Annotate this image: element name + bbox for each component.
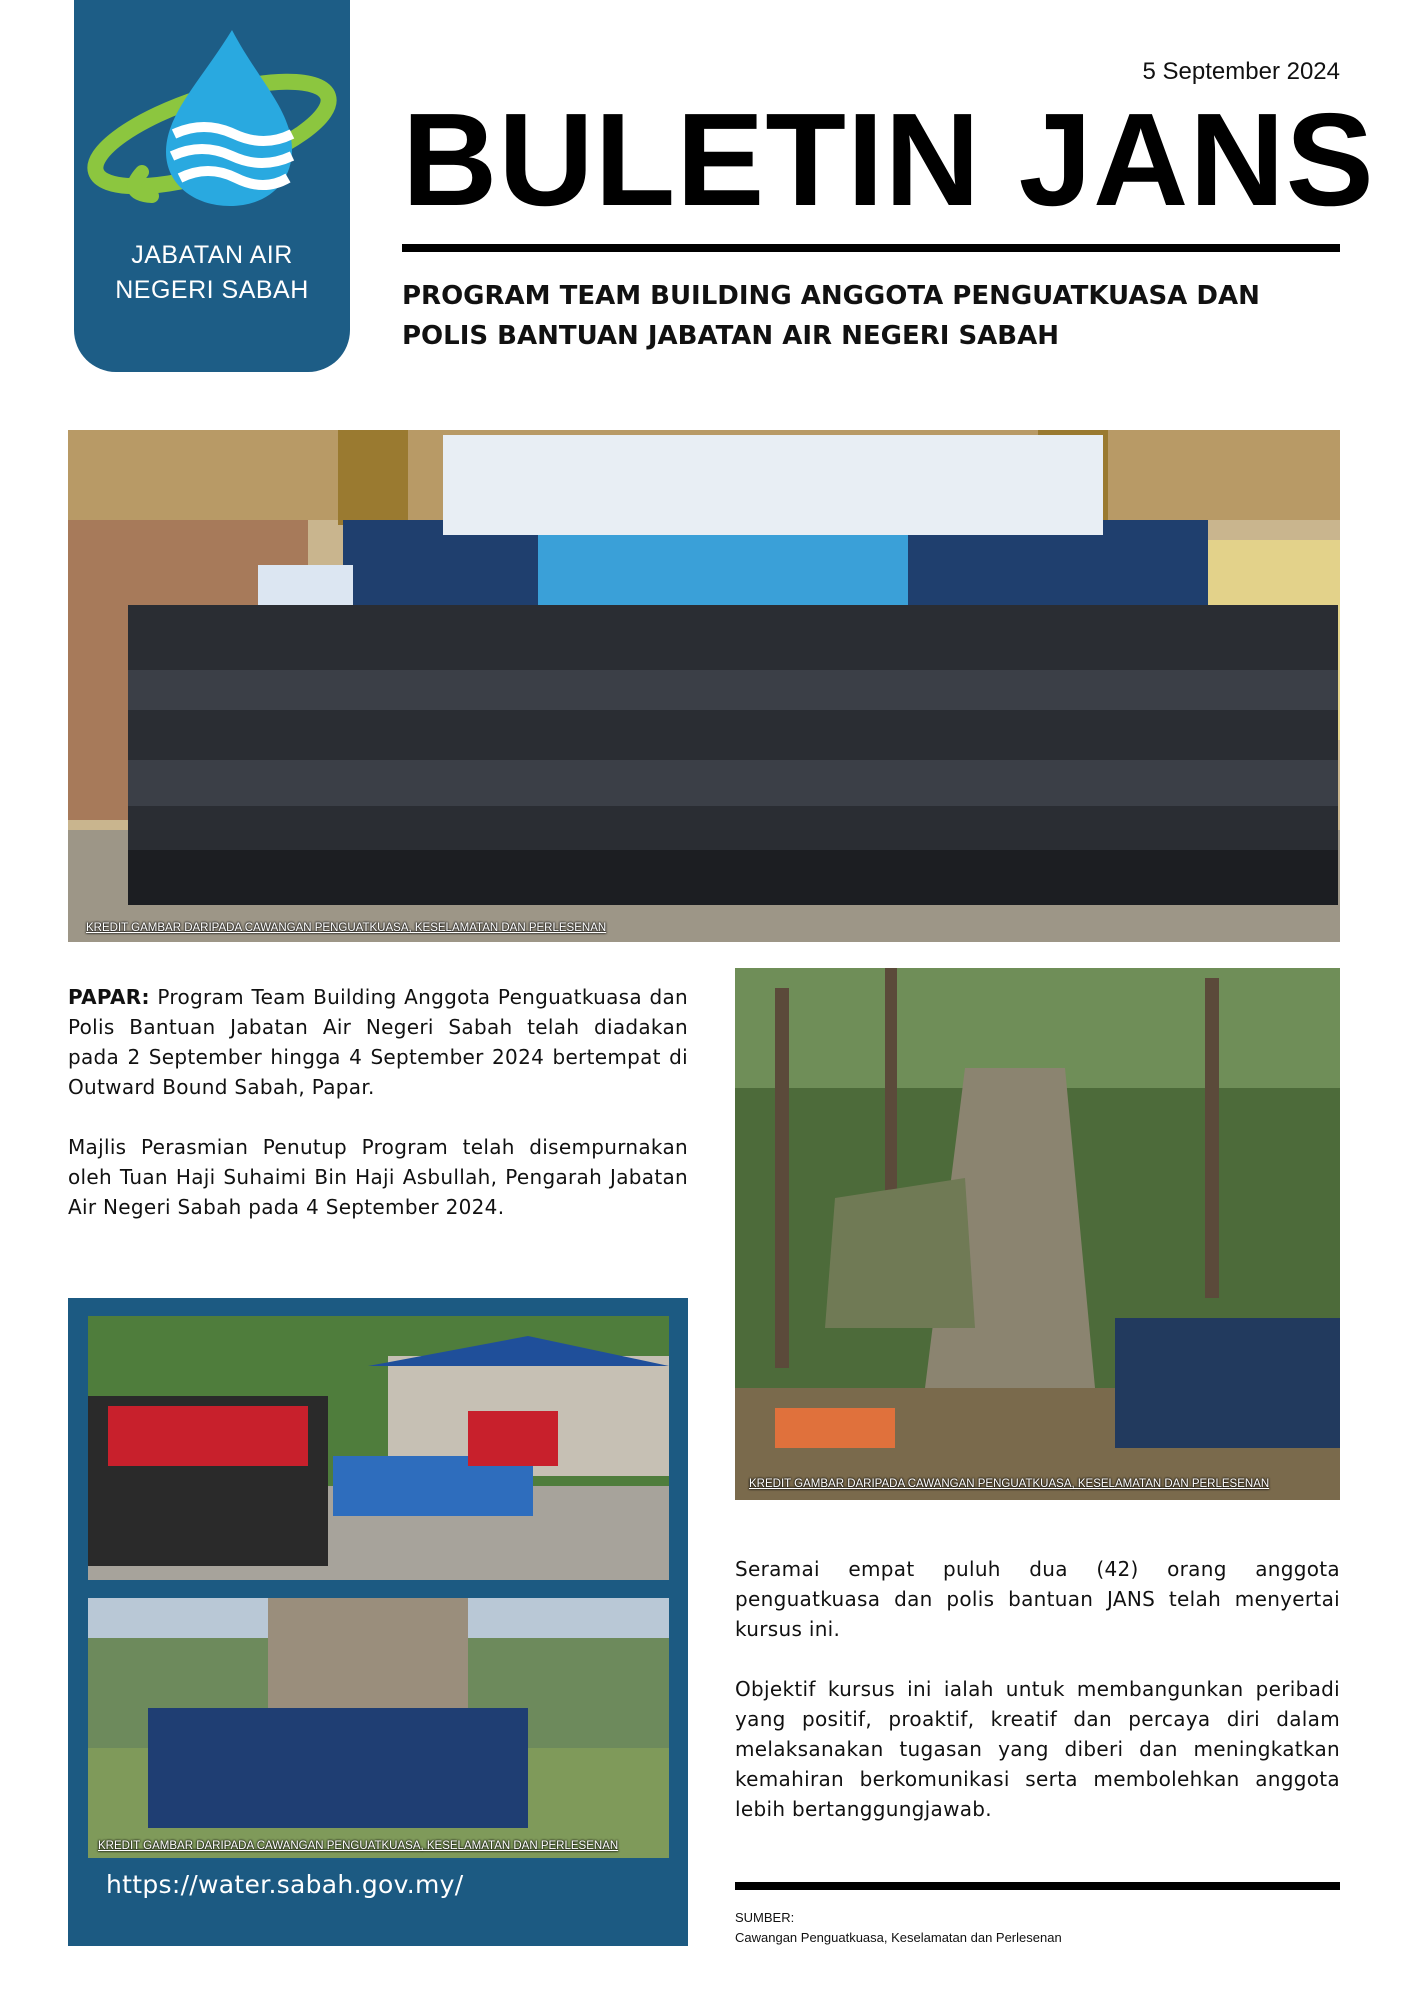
organization-name-line1: JABATAN AIR [131,241,293,269]
article-paragraph-3: Seramai empat puluh dua (42) orang anggota penguatkuasa dan polis bantuan JANS telah menyertai kursus ini. [735,1557,1340,1641]
header-divider [402,244,1340,252]
dateline-label: PAPAR: [68,985,150,1009]
forest-group-photo [88,1598,669,1858]
source-label: SUMBER: [735,1910,795,1925]
raft-building-photo [88,1316,669,1580]
organization-name [74,238,350,308]
source-value: Cawangan Penguatkuasa, Keselamatan dan Perlesenan [735,1930,1062,1945]
article-paragraph-2: Majlis Perasmian Penutup Program telah disempurnakan oleh Tuan Haji Suhaimi Bin Haji Asbullah, Pengarah Jabatan Air Negeri Sabah pada 4 September 2024. [68,1135,688,1219]
website-link[interactable]: https://water.sabah.gov.my/ [106,1870,464,1899]
article-headline: PROGRAM TEAM BUILDING ANGGOTA PENGUATKUASA DAN POLIS BANTUAN JABATAN AIR NEGERI SABAH [402,281,1260,351]
group-photo-credit: KREDIT GAMBAR DARIPADA CAWANGAN PENGUATKUASA, KESELAMATAN DAN PERLESENAN [98,1840,619,1852]
article-left-column [68,982,688,1252]
article-paragraph-4: Objektif kursus ini ialah untuk membangunkan peribadi yang positif, proaktif, kreatif dan percaya diri dalam melaksanakan tugasan yang diberi dan meningkatkan kemahiran berkomunikasi serta membolehkan anggota lebih bertanggungjawab. [735,1677,1340,1821]
climbing-wall-photo [735,968,1340,1500]
bulletin-title: BULETIN JANS [402,86,1375,233]
climbing-photo-credit: KREDIT GAMBAR DARIPADA CAWANGAN PENGUATKUASA, KESELAMATAN DAN PERLESENAN [749,1478,1270,1490]
main-photo-credit: KREDIT GAMBAR DARIPADA CAWANGAN PENGUATKUASA, KESELAMATAN DAN PERLESENAN [86,922,607,934]
logo-tab [74,0,350,372]
main-group-photo [68,430,1340,942]
issue-date: 5 September 2024 [1142,58,1340,85]
water-drop-orbit-icon [82,22,342,218]
article-paragraph-1: Program Team Building Anggota Penguatkuasa dan Polis Bantuan Jabatan Air Negeri Sabah telah diadakan pada 2 September hingga 4 September 2024 bertempat di Outward Bound Sabah, Papar. [68,985,688,1099]
organization-name-line2: NEGERI SABAH [115,276,309,304]
article-right-column [735,1554,1340,1854]
source-divider [735,1882,1340,1890]
